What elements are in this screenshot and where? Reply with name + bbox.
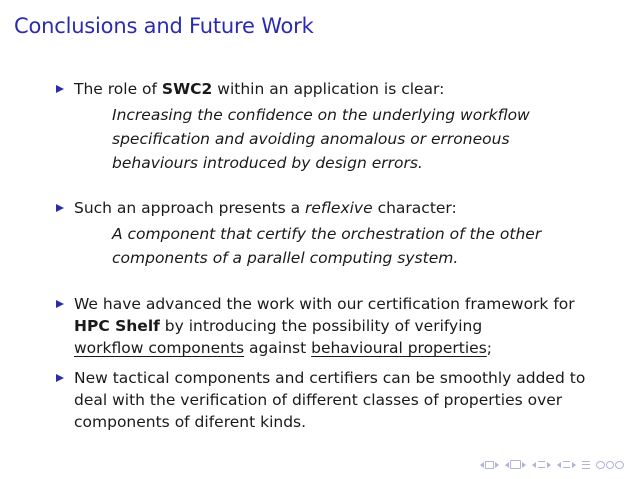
bullet-text: New tactical components and certifiers can be smoothly added to deal with the verification of different classes of properties over components of diferent kinds. [74, 369, 586, 431]
frame-nav [480, 461, 499, 469]
prev-subsection-icon[interactable] [505, 462, 509, 468]
beamer-navigation-bar [480, 460, 624, 469]
next-frame-icon[interactable] [495, 462, 499, 468]
frame-icon[interactable] [485, 461, 494, 469]
bullet-text: The role of SWC2 within an application is clear: [74, 80, 445, 98]
bullet-swc2-role [56, 78, 616, 175]
forward-icon[interactable] [615, 461, 624, 469]
next-section-icon[interactable] [547, 462, 551, 468]
align-icon[interactable] [582, 461, 590, 469]
bullet-triangle-icon [56, 85, 64, 93]
bullet-list [56, 78, 616, 433]
underlined-workflow-components: workflow components [74, 339, 245, 357]
emphasis-reflexive: reflexive [305, 199, 373, 217]
bullet-triangle-icon [56, 300, 64, 308]
underlined-behavioural-properties: behavioural properties [311, 339, 487, 357]
next-slide-icon[interactable] [572, 462, 576, 468]
emphasis-hpc-shelf: HPC Shelf [74, 317, 160, 335]
slide-nav [557, 461, 576, 468]
bullet-triangle-icon [56, 374, 64, 382]
emphasis-swc2: SWC2 [161, 80, 213, 98]
slide-title: Conclusions and Future Work [14, 14, 314, 38]
subsection-nav [505, 460, 526, 469]
bullet-triangle-icon [56, 204, 64, 212]
bullet-text: Such an approach presents a reflexive character: [74, 199, 457, 217]
prev-frame-icon[interactable] [480, 462, 484, 468]
prev-section-icon[interactable] [532, 462, 536, 468]
bullet-reflexive [56, 197, 616, 270]
misc-nav [596, 461, 624, 469]
back-icon[interactable] [596, 461, 605, 469]
section-nav [532, 461, 551, 468]
subsection-icon[interactable] [510, 460, 521, 469]
bullet-tactical-components [56, 367, 616, 433]
section-icon[interactable] [538, 461, 545, 468]
slide-icon[interactable] [563, 461, 570, 468]
search-icon[interactable] [606, 461, 614, 469]
prev-slide-icon[interactable] [557, 462, 561, 468]
next-subsection-icon[interactable] [522, 462, 526, 468]
bullet-quote: A component that certify the orchestration of the other components of a parallel computing system. [112, 225, 542, 267]
bullet-quote: Increasing the confidence on the underlying workflow specification and avoiding anomalous or erroneous behaviours introduced by design errors. [112, 106, 530, 172]
bullet-text: We have advanced the work with our certification framework for HPC Shelf by introducing the possibility of verifying workflow components against behavioural properties; [74, 295, 575, 357]
bullet-hpc-shelf [56, 293, 616, 359]
